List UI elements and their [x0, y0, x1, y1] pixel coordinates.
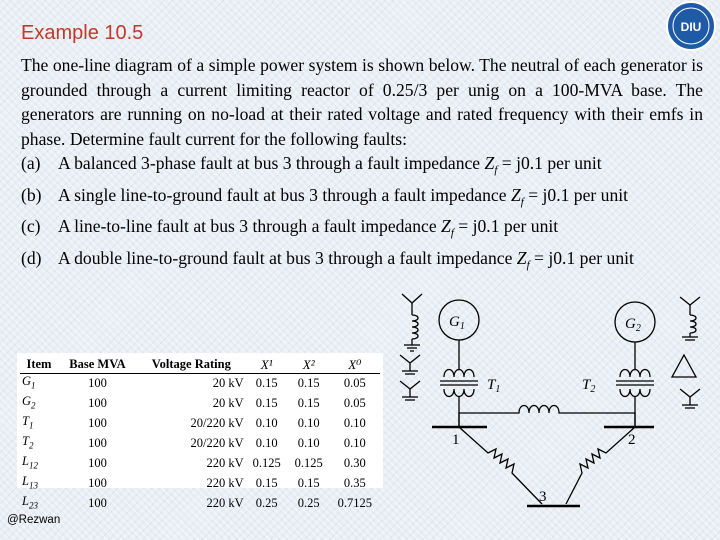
cell-x0: 0.30 [343, 456, 366, 471]
cell-x2: 0.10 [297, 436, 320, 451]
cell-x1: 0.15 [255, 476, 278, 491]
cell-item [20, 394, 58, 414]
item-symbol: T [22, 413, 29, 428]
t2-secondary-winding [620, 389, 650, 397]
cell-v: 220 kV [206, 496, 244, 511]
item-subscript: 23 [28, 500, 38, 511]
cell-x1: 0.15 [255, 395, 278, 410]
fault-label: (b) [21, 184, 42, 205]
table-row [20, 434, 380, 454]
fault-impedance-value: = j0.1 per unit [529, 247, 634, 268]
cell-x2: 0.15 [297, 375, 320, 390]
table-row [20, 474, 380, 494]
item-symbol: G [22, 373, 32, 388]
table-body [20, 373, 380, 514]
fault-impedance-subscript: f [494, 164, 498, 176]
cell-x2: 0.25 [297, 496, 320, 511]
g2-neutral-reactor [680, 297, 700, 340]
t1-secondary-winding [444, 389, 474, 397]
fault-item [21, 183, 703, 215]
cell-mva: 100 [88, 476, 107, 491]
label-t2: $T_2$ [582, 377, 596, 395]
label-g2: $G_2$ [625, 316, 641, 334]
label-g1: $G_1$ [449, 314, 465, 332]
cell-item [20, 414, 58, 434]
g1-neutral-reactor [402, 294, 422, 351]
table-header-row [20, 355, 380, 373]
cell-v: 20 kV [212, 395, 244, 410]
line-12 [459, 406, 635, 428]
fault-label: (c) [21, 216, 41, 236]
label-bus-2: 2 [628, 432, 636, 448]
fault-label: (a) [21, 153, 41, 173]
intro-paragraph: The one-line diagram of a simple power system is shown below. The neutral of each generator is grounded through a current limiting reactor of 0.25/3 per unig on a 100-MVA base. The generators are running on no-load at their rated voltage and rated frequency with their emfs in phase. Determine fault current for the following faults: [21, 55, 703, 149]
problem-statement [21, 53, 703, 277]
item-symbol: L [22, 494, 29, 509]
table-row [20, 394, 380, 414]
university-logo [665, 0, 717, 52]
fault-description: A balanced 3-phase fault at bus 3 through a fault impedance [58, 153, 485, 173]
cell-item [20, 494, 58, 514]
t2-secondary-wye [680, 389, 700, 408]
t2-delta-symbol [672, 355, 696, 377]
cell-x0: 0.7125 [337, 496, 373, 511]
fault-impedance-subscript: f [520, 195, 524, 208]
cell-mva: 100 [88, 456, 107, 471]
cell-mva: 100 [88, 395, 107, 410]
logo-text: DIU [680, 20, 702, 34]
cell-x0: 0.10 [343, 416, 366, 431]
header-x0: X⁰ [330, 355, 380, 373]
cell-item [20, 474, 58, 494]
cell-item [20, 373, 58, 394]
item-subscript: 2 [31, 400, 36, 411]
slide-title: Example 10.5 [21, 22, 144, 44]
label-t1: $T_1$ [487, 377, 501, 395]
cell-v: 220 kV [206, 456, 244, 471]
item-subscript: 2 [28, 440, 34, 451]
item-symbol: T [22, 433, 29, 448]
cell-x0: 0.05 [343, 395, 366, 410]
line-13 [459, 427, 542, 504]
t2-primary-winding [620, 370, 650, 378]
fault-description: A single line-to-ground fault at bus 3 through a fault impedance [58, 184, 511, 205]
fault-impedance-symbol: Z [484, 153, 495, 173]
cell-mva: 100 [88, 496, 107, 511]
t1-primary-wye [400, 355, 420, 400]
table-row [20, 414, 380, 434]
fault-description: A line-to-line fault at bus 3 through a fault impedance [58, 216, 442, 236]
header-x1: X¹ [246, 355, 288, 373]
cell-mva: 100 [88, 416, 107, 431]
fault-label: (d) [21, 247, 42, 268]
table-row [20, 373, 380, 394]
cell-item [20, 434, 58, 454]
fault-impedance-symbol: Z [510, 184, 521, 205]
label-bus-3: 3 [539, 489, 547, 505]
item-symbol: L [22, 453, 29, 468]
label-bus-1: 1 [452, 432, 460, 448]
cell-mva: 100 [88, 375, 107, 390]
cell-item [20, 454, 58, 474]
cell-x0: 0.10 [343, 436, 366, 451]
cell-x2: 0.15 [297, 476, 320, 491]
t1-primary-winding [444, 370, 474, 378]
cell-x2: 0.125 [294, 456, 323, 471]
item-subscript: 12 [28, 460, 38, 471]
cell-v: 20/220 kV [190, 436, 244, 451]
cell-x1: 0.125 [252, 456, 281, 471]
table-row [20, 454, 380, 474]
cell-x1: 0.15 [255, 375, 278, 390]
line-23 [566, 427, 635, 504]
header-x2: X² [288, 355, 330, 373]
cell-v: 220 kV [206, 476, 244, 491]
fault-impedance-subscript: f [450, 227, 454, 239]
fault-impedance-symbol: Z [441, 216, 451, 236]
cell-x0: 0.05 [343, 375, 366, 390]
item-symbol: L [22, 474, 29, 489]
one-line-diagram [392, 285, 716, 520]
fault-item [21, 246, 703, 278]
cell-x1: 0.10 [255, 416, 278, 431]
item-symbol: G [22, 393, 32, 408]
cell-x1: 0.25 [255, 496, 278, 511]
header-voltage-rating: Voltage Rating [137, 355, 246, 373]
fault-item [21, 151, 703, 183]
fault-list [21, 151, 703, 277]
fault-description: A double line-to-ground fault at bus 3 through a fault impedance [58, 247, 517, 268]
fault-impedance-value: = j0.1 per unit [523, 184, 629, 205]
fault-impedance-value: = j0.1 per unit [453, 216, 559, 236]
parameter-table-box [17, 353, 383, 511]
fault-impedance-subscript: f [526, 258, 530, 271]
cell-v: 20 kV [212, 375, 244, 390]
cell-x2: 0.15 [297, 395, 320, 410]
cell-x1: 0.10 [255, 436, 278, 451]
header-base-mva: Base MVA [58, 355, 137, 373]
fault-impedance-value: = j0.1 per unit [497, 153, 602, 173]
table-row [20, 494, 380, 514]
header-item: Item [20, 355, 58, 373]
cell-v: 20/220 kV [190, 416, 244, 431]
cell-x2: 0.10 [297, 416, 320, 431]
fault-item [21, 214, 703, 246]
author-credit: @Rezwan [7, 514, 61, 526]
item-subscript: 1 [28, 420, 34, 431]
cell-mva: 100 [88, 436, 107, 451]
fault-impedance-symbol: Z [516, 247, 527, 268]
item-subscript: 1 [31, 380, 36, 391]
item-subscript: 13 [28, 480, 38, 491]
parameter-table [20, 355, 380, 514]
cell-x0: 0.35 [343, 476, 366, 491]
